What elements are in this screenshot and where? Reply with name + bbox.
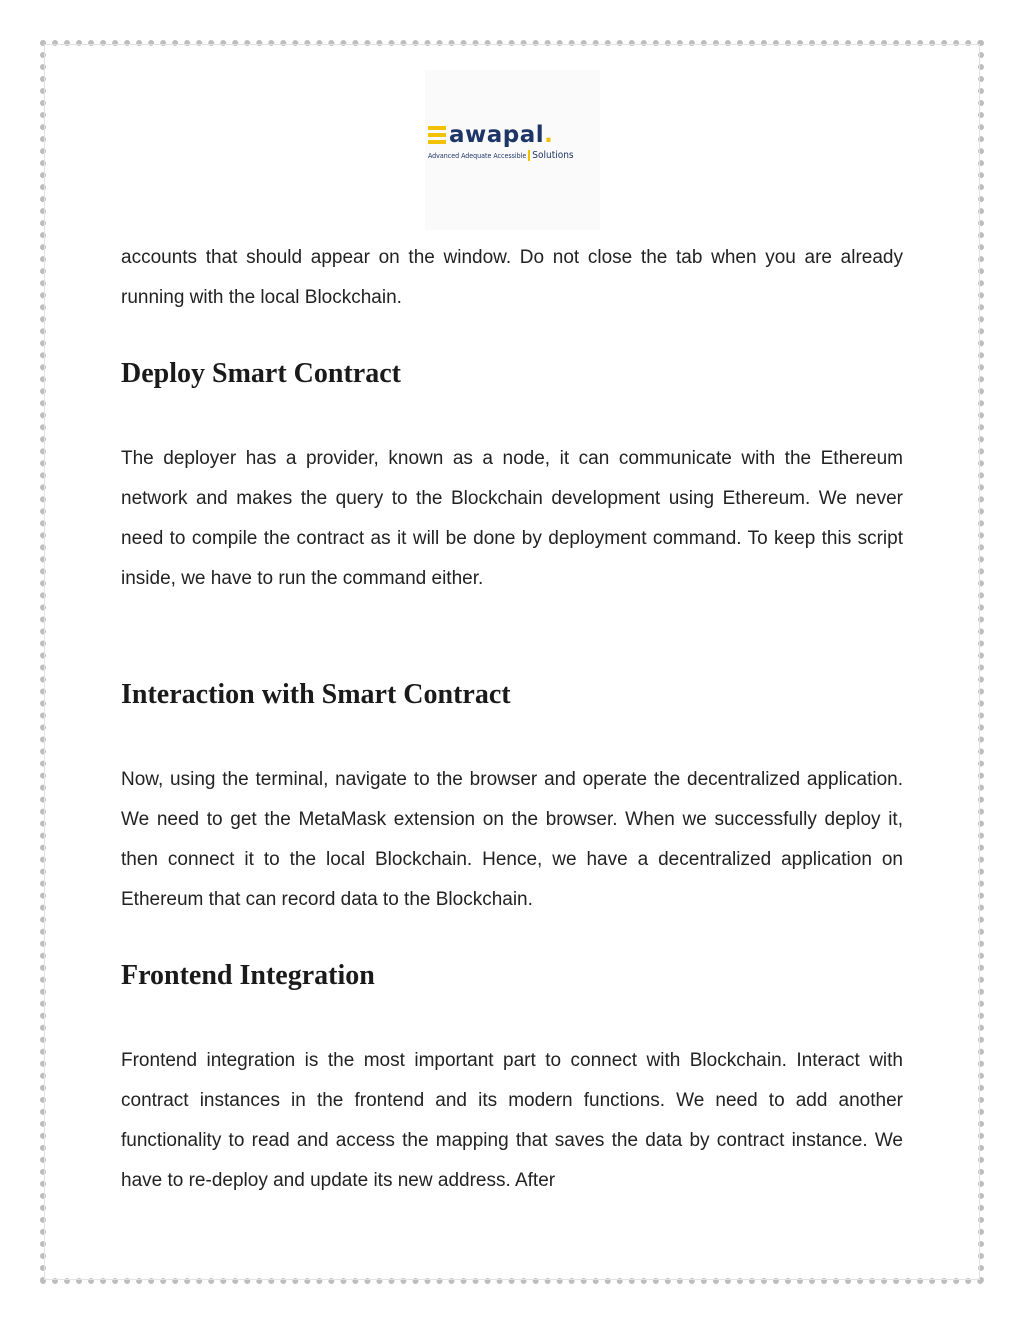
logo-wordmark: awapal. [449,122,554,148]
heading-deploy-smart-contract: Deploy Smart Contract [121,358,401,389]
paragraph-deploy-smart-contract: The deployer has a provider, known as a node, it can communicate with the Ethereum network and makes the query to the Blockchain development using Ethereum. We never need to compile the contract as it will be done by deployment command. To keep this script inside, we have to run the command either. [121,448,903,589]
paragraph-frontend-integration: Frontend integration is the most important part to connect with Blockchain. Interact with contract instances in the frontend and its modern functions. We need to add another functionality to read and access the mapping that saves the data by contract instance. We have to re-deploy and update its new address. After [121,1050,903,1191]
heading-frontend-integration: Frontend Integration [121,960,375,991]
heading-interaction-with-smart-contract: Interaction with Smart Contract [121,679,511,710]
logo-tagline: Advanced Adequate Accessible Solutions [428,150,574,161]
logo-stripes-icon [428,126,446,144]
paragraph-interaction-with-smart-contract: Now, using the terminal, navigate to the browser and operate the decentralized application. We need to get the MetaMask extension on the browser. When we successfully deploy it, then connect it to the local Blockchain. Hence, we have a decentralized application on Ethereum that can record data to the Blockchain. [121,769,903,910]
paragraph-intro: accounts that should appear on the window. Do not close the tab when you are already running with the local Blockchain. [121,247,903,308]
logo-solutions: Solutions [528,150,573,161]
company-logo [428,122,600,166]
